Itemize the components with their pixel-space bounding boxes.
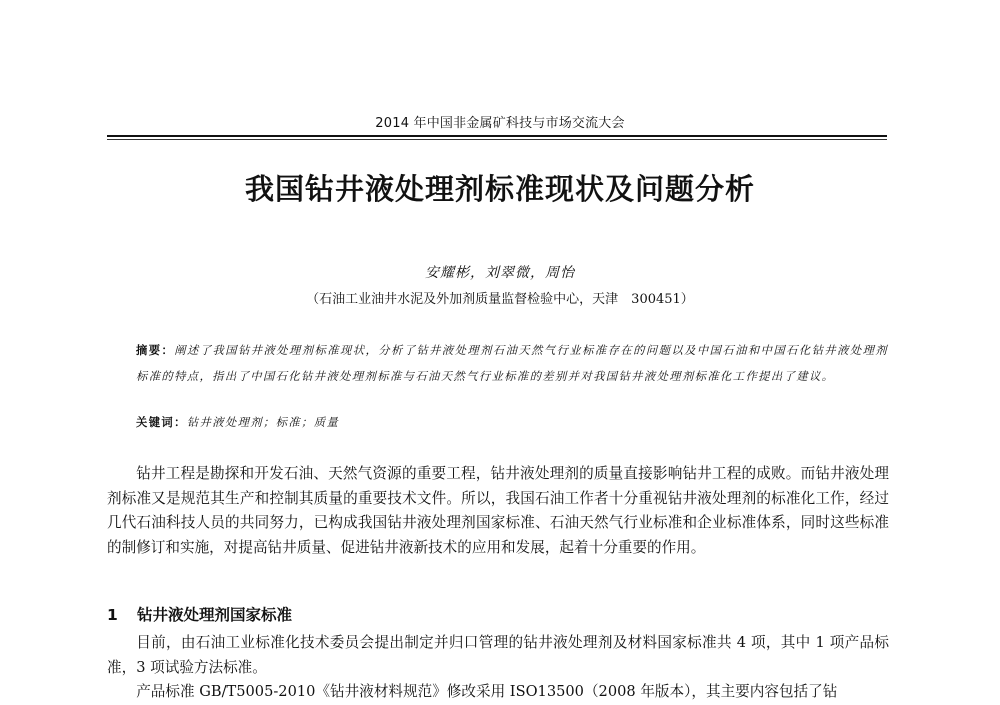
paper-title: 我国钻井液处理剂标准现状及问题分析 [244,172,755,206]
header-rule-thin [107,139,887,140]
section-1-title: 钻井液处理剂国家标准 [137,606,293,624]
section-1-number: 1 [107,606,118,624]
keywords-text: 钻井液处理剂；标准；质量 [186,416,340,429]
section-1-paragraph-2: 产品标准 GB/T5005-2010《钻井液材料规范》修改采用 ISO13500（2008 年版本），其主要内容包括了钻 [136,683,838,701]
keywords [136,412,888,434]
intro-paragraph: 钻井工程是勘探和开发石油、天然气资源的重要工程，钻井液处理剂的质量直接影响钻井工程的成败。而钻井液处理剂标准又是规范其生产和控制其质量的重要技术文件。所以，我国石油工作者十分重视钻井液处理剂的标准化工作，经过几代石油科技人员的共同努力，已构成我国钻井液处理剂国家标准、石油天然气行业标准和企业标准体系，同时这些标准的制修订和实施，对提高钻井质量、促进钻井液新技术的应用和发展，起着十分重要的作用。 [107,465,889,556]
abstract [136,338,888,390]
header-rule-thick [107,135,887,137]
section-1-body [107,631,889,705]
author-list: 安耀彬，刘翠微，周怡 [425,265,575,281]
author-affiliation: （石油工业油井水泥及外加剂质量监督检验中心，天津 300451） [306,292,694,307]
keywords-label: 关键词： [136,416,187,429]
section-1-paragraph-1: 目前，由石油工业标准化技术委员会提出制定并归口管理的钻井液处理剂及材料国家标准共 4 项，其中 1 项产品标准，3 项试验方法标准。 [107,634,889,676]
section-1-heading [107,603,889,625]
abstract-text: 阐述了我国钻井液处理剂标准现状，分析了钻井液处理剂石油天然气行业标准存在的问题以及中国石油和中国石化钻井液处理剂标准的特点，指出了中国石化钻井液处理剂标准与石油天然气行业标准的差别并对我国钻井液处理剂标准化工作提出了建议。 [136,344,889,383]
intro-section [107,462,889,560]
conference-header: 2014 年中国非金属矿科技与市场交流大会 [375,116,625,131]
abstract-label: 摘要： [136,344,175,357]
